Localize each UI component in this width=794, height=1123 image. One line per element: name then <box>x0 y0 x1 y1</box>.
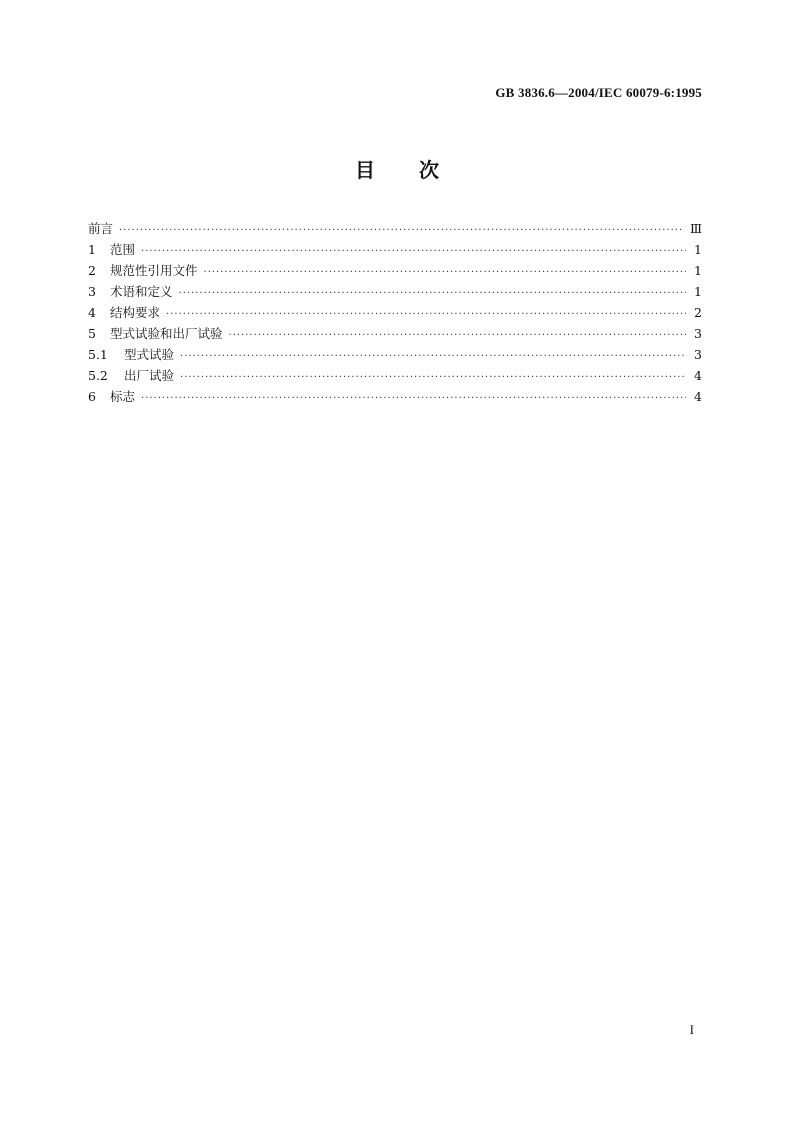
toc-entry-page: Ⅲ <box>689 221 702 236</box>
toc-entry-foreword[interactable] <box>88 218 702 239</box>
toc-leader-dots <box>141 388 686 409</box>
toc-entry-5-2[interactable] <box>88 365 702 386</box>
page-title <box>0 154 794 183</box>
toc-entry-page: 1 <box>694 263 702 278</box>
toc-entry-5-1[interactable] <box>88 344 702 365</box>
toc-leader-dots <box>141 241 686 262</box>
toc-entry-number: 5.2 <box>88 368 108 383</box>
toc-entry-label: 标志 <box>110 389 136 404</box>
toc-entry-page: 4 <box>694 368 702 383</box>
toc-entry-label: 型式试验 <box>124 347 175 362</box>
toc-entry-label: 型式试验和出厂试验 <box>110 326 223 341</box>
toc-entry-page: 1 <box>694 284 702 299</box>
title-char-2: 次 <box>419 158 439 182</box>
toc-leader-dots <box>166 304 686 325</box>
toc-leader-dots <box>180 346 686 367</box>
toc-leader-dots <box>180 367 686 388</box>
toc-entry-number: 2 <box>88 263 96 278</box>
toc-entry-number: 3 <box>88 284 96 299</box>
toc-entry-label: 前言 <box>88 221 114 236</box>
page-number: I <box>689 1022 694 1037</box>
toc-entry-page: 3 <box>694 326 702 341</box>
toc-entry-page: 3 <box>694 347 702 362</box>
toc-entry-4[interactable] <box>88 302 702 323</box>
toc-entry-number: 1 <box>88 242 96 257</box>
toc-entry-1[interactable] <box>88 239 702 260</box>
standard-code: GB 3836.6—2004/IEC 60079-6:1995 <box>495 85 702 100</box>
toc-entry-3[interactable] <box>88 281 702 302</box>
toc-leader-dots <box>229 325 686 346</box>
toc-entry-label: 出厂试验 <box>124 368 175 383</box>
title-char-1: 目 <box>355 158 375 182</box>
toc-entry-5[interactable] <box>88 323 702 344</box>
toc-entry-2[interactable] <box>88 260 702 281</box>
table-of-contents <box>88 218 702 407</box>
toc-leader-dots <box>179 283 686 304</box>
toc-entry-number: 5.1 <box>88 347 108 362</box>
toc-entry-number: 6 <box>88 389 96 404</box>
toc-entry-number: 5 <box>88 326 96 341</box>
toc-entry-label: 范围 <box>110 242 136 257</box>
toc-entry-page: 2 <box>694 305 702 320</box>
toc-entry-page: 4 <box>694 389 702 404</box>
toc-entry-number: 4 <box>88 305 96 320</box>
toc-entry-label: 规范性引用文件 <box>110 263 198 278</box>
toc-entry-label: 术语和定义 <box>110 284 173 299</box>
toc-leader-dots <box>119 220 684 241</box>
toc-leader-dots <box>204 262 686 283</box>
toc-entry-page: 1 <box>694 242 702 257</box>
toc-entry-6[interactable] <box>88 386 702 407</box>
toc-entry-label: 结构要求 <box>110 305 161 320</box>
